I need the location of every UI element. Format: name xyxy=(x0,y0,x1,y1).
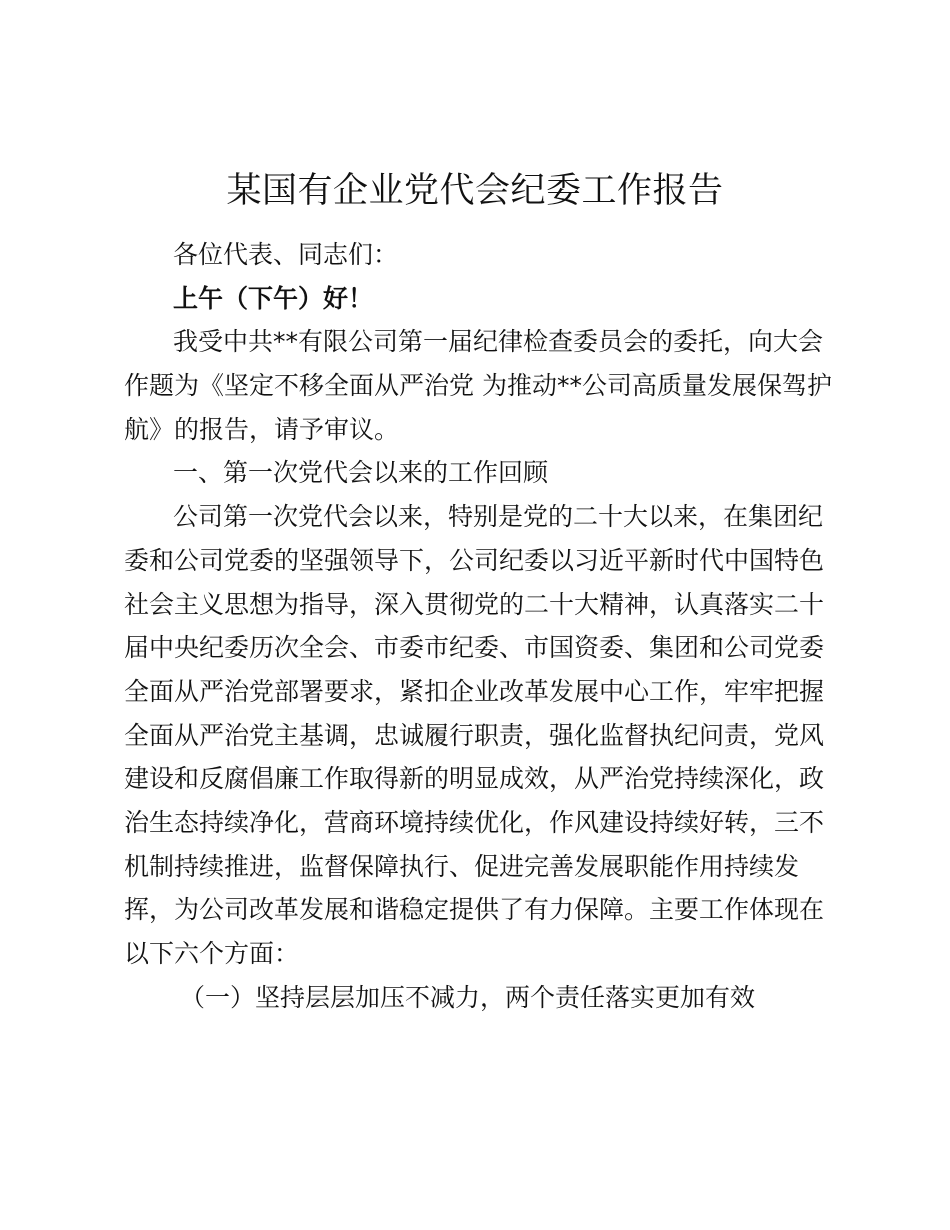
paragraph-line: 公司第一次党代会以来，特别是党的二十大以来，在集团纪 xyxy=(173,502,824,531)
paragraph-line: 全面从严治党部署要求，紧扣企业改革发展中心工作，牢牢把握 xyxy=(124,677,825,706)
paragraph-line: 建设和反腐倡廉工作取得新的明显成效，从严治党持续深化，政 xyxy=(124,764,825,793)
salutation: 各位代表、同志们： xyxy=(173,240,399,269)
paragraph-line: 机制持续推进，监督保障执行、促进完善发展职能作用持续发 xyxy=(124,852,800,881)
paragraph-line: 全面从严治党主基调，忠诚履行职责，强化监督执纪问责，党风 xyxy=(124,721,825,750)
paragraph-line: 挥，为公司改革发展和谐稳定提供了有力保障。主要工作体现在 xyxy=(124,895,825,924)
paragraph-line: 届中央纪委历次全会、市委市纪委、市国资委、集团和公司党委 xyxy=(124,633,825,662)
paragraph-line: 我受中共**有限公司第一届纪律检查委员会的委托，向大会 xyxy=(173,327,824,356)
paragraph-line: 以下六个方面： xyxy=(124,939,300,968)
paragraph-line: 委和公司党委的坚强领导下，公司纪委以习近平新时代中国特色 xyxy=(124,546,825,575)
subsection-heading: （一）坚持层层加压不减力，两个责任落实更加有效 xyxy=(180,983,756,1012)
paragraph-line: 治生态持续净化，营商环境持续优化，作风建设持续好转，三不 xyxy=(124,808,825,837)
document-title: 某国有企业党代会纪委工作报告 xyxy=(226,171,724,211)
section-heading: 一、第一次党代会以来的工作回顾 xyxy=(173,458,549,487)
greeting: 上午（下午）好！ xyxy=(173,284,374,313)
paragraph-line: 作题为《坚定不移全面从严治党 为推动**公司高质量发展保驾护 xyxy=(124,371,832,400)
paragraph-line: 社会主义思想为指导，深入贯彻党的二十大精神，认真落实二十 xyxy=(124,590,825,619)
paragraph-line: 航》的报告，请予审议。 xyxy=(124,415,400,444)
